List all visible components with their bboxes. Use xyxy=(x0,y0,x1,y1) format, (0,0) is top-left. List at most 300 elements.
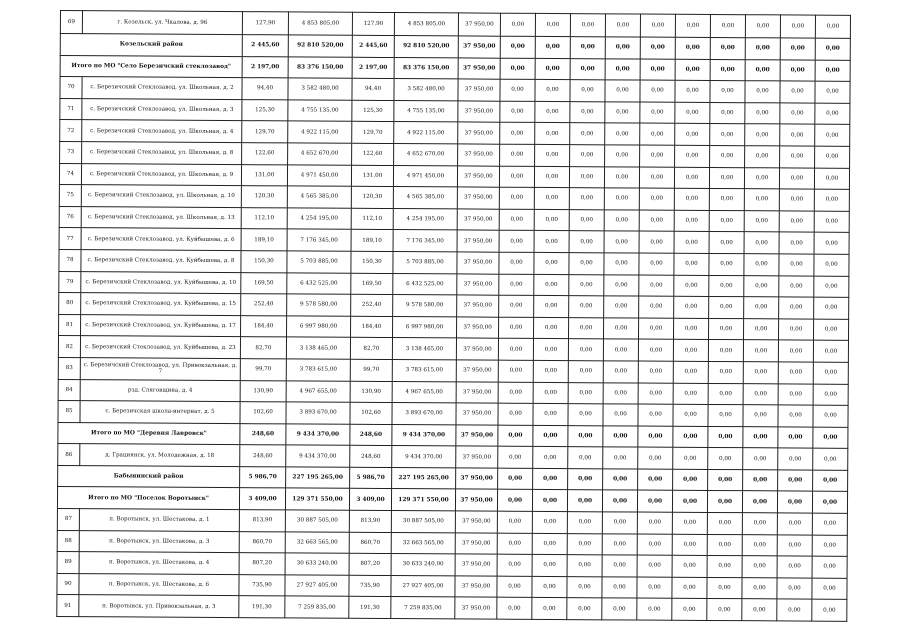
rate: 37 950,00 xyxy=(458,122,500,144)
row-number: 79 xyxy=(59,271,81,293)
zero-value: 0,00 xyxy=(533,339,568,361)
rate: 37 950,00 xyxy=(457,209,499,231)
sum-2: 9 434 370,00 xyxy=(392,446,456,468)
zero-value: 0,00 xyxy=(708,318,743,340)
sum-2: 4 254 195,00 xyxy=(393,208,457,230)
zero-value: 0,00 xyxy=(673,318,708,340)
zero-value: 0,00 xyxy=(535,144,570,166)
area: 252,40 xyxy=(241,294,287,316)
rate: 37 950,00 xyxy=(457,273,499,295)
zero-value: 0,00 xyxy=(497,533,532,555)
zero-value: 0,00 xyxy=(640,37,675,59)
rate: 37 950,00 xyxy=(456,338,498,360)
sum: 3 138 465,00 xyxy=(286,337,350,359)
zero-value: 0,00 xyxy=(568,404,603,426)
area: 5 986,70 xyxy=(240,466,286,488)
zero-value: 0,00 xyxy=(673,404,708,426)
area: 99,70 xyxy=(240,359,286,381)
zero-value: 0,00 xyxy=(672,555,707,577)
zero-value: 0,00 xyxy=(674,296,709,318)
zero-value: 0,00 xyxy=(534,209,569,231)
zero-value: 0,00 xyxy=(603,361,638,383)
area: 125,30 xyxy=(242,99,288,121)
zero-value: 0,00 xyxy=(780,15,815,38)
zero-value: 0,00 xyxy=(815,60,850,82)
area-2: 248,60 xyxy=(350,424,392,446)
sum: 5 703 885,00 xyxy=(287,251,351,273)
zero-value: 0,00 xyxy=(814,189,849,211)
rate: 37 950,00 xyxy=(458,13,500,36)
row-number: 91 xyxy=(57,595,79,617)
zero-value: 0,00 xyxy=(710,14,745,37)
area: 150,30 xyxy=(241,251,287,273)
zero-value: 0,00 xyxy=(640,59,675,81)
zero-value: 0,00 xyxy=(602,533,637,555)
sum: 3 582 480,00 xyxy=(288,78,352,100)
zero-value: 0,00 xyxy=(673,361,708,383)
zero-value: 0,00 xyxy=(673,426,708,448)
address: с. Березичский Стеклозавод, ул. Школьная, д. 2 xyxy=(82,77,242,100)
area: 191,30 xyxy=(239,596,285,618)
sum: 27 927 405,00 xyxy=(285,575,349,597)
zero-value: 0,00 xyxy=(498,360,533,382)
zero-value: 0,00 xyxy=(813,405,848,427)
zero-value: 0,00 xyxy=(708,426,743,448)
area-2: 184,40 xyxy=(351,316,393,338)
zero-value: 0,00 xyxy=(674,210,709,232)
zero-value: 0,00 xyxy=(779,211,814,233)
zero-value: 0,00 xyxy=(815,81,850,103)
rate: 37 950,00 xyxy=(458,79,500,101)
area-2: 191,30 xyxy=(349,597,391,619)
rate: 37 950,00 xyxy=(457,187,499,209)
area-2: 150,30 xyxy=(351,251,393,273)
zero-value: 0,00 xyxy=(814,297,849,319)
area-2: 5 986,70 xyxy=(350,467,392,489)
rate: 37 950,00 xyxy=(455,511,497,533)
zero-value: 0,00 xyxy=(500,58,535,80)
zero-value: 0,00 xyxy=(500,123,535,145)
zero-value: 0,00 xyxy=(710,59,745,81)
zero-value: 0,00 xyxy=(533,468,568,490)
address: с. Березичский Стеклозавод, ул. Куйбышева, д. 8 xyxy=(81,250,241,273)
zero-value: 0,00 xyxy=(535,36,570,58)
zero-value: 0,00 xyxy=(532,555,567,577)
area: 102,60 xyxy=(240,402,286,424)
zero-value: 0,00 xyxy=(815,15,850,38)
zero-value: 0,00 xyxy=(745,15,780,38)
zero-value: 0,00 xyxy=(780,59,815,81)
area: 122,60 xyxy=(242,143,288,165)
zero-value: 0,00 xyxy=(708,469,743,491)
zero-value: 0,00 xyxy=(777,599,812,621)
area: 813,90 xyxy=(239,510,285,532)
zero-value: 0,00 xyxy=(675,37,710,59)
zero-value: 0,00 xyxy=(570,58,605,80)
zero-value: 0,00 xyxy=(709,297,744,319)
zero-value: 0,00 xyxy=(497,511,532,533)
zero-value: 0,00 xyxy=(813,470,848,492)
zero-value: 0,00 xyxy=(499,231,534,253)
address: с. Березичский Стеклозавод, ул. Школьная, д. 3 xyxy=(82,98,242,121)
zero-value: 0,00 xyxy=(707,599,742,621)
sum: 4 971 450,00 xyxy=(287,164,351,186)
zero-value: 0,00 xyxy=(743,383,778,405)
zero-value: 0,00 xyxy=(567,533,602,555)
rate: 37 950,00 xyxy=(457,317,499,339)
sum: 3 783 615,00 xyxy=(286,359,350,381)
sum: 4 652 670,00 xyxy=(288,143,352,165)
zero-value: 0,00 xyxy=(708,340,743,362)
sum: 227 195 265,00 xyxy=(286,467,350,489)
zero-value: 0,00 xyxy=(499,274,534,296)
zero-value: 0,00 xyxy=(777,578,812,600)
zero-value: 0,00 xyxy=(638,383,673,405)
area: 131,00 xyxy=(241,164,287,186)
address: с. Березичский Стеклозавод, ул. Привокзальная, д. 7 xyxy=(80,358,240,381)
zero-value: 0,00 xyxy=(500,36,535,58)
zero-value: 0,00 xyxy=(780,146,815,168)
zero-value: 0,00 xyxy=(710,124,745,146)
area-2: 122,60 xyxy=(352,143,394,165)
zero-value: 0,00 xyxy=(497,554,532,576)
area-2: 189,10 xyxy=(351,230,393,252)
zero-value: 0,00 xyxy=(778,383,813,405)
zero-value: 0,00 xyxy=(744,254,779,276)
address: с. Березичский Стеклозавод, ул. Школьная, д. 4 xyxy=(82,120,242,143)
zero-value: 0,00 xyxy=(777,513,812,535)
zero-value: 0,00 xyxy=(745,59,780,81)
zero-value: 0,00 xyxy=(605,37,640,59)
zero-value: 0,00 xyxy=(639,210,674,232)
zero-value: 0,00 xyxy=(745,124,780,146)
zero-value: 0,00 xyxy=(637,577,672,599)
rate: 37 950,00 xyxy=(456,381,498,403)
zero-value: 0,00 xyxy=(534,296,569,318)
zero-value: 0,00 xyxy=(637,555,672,577)
zero-value: 0,00 xyxy=(743,405,778,427)
sum: 30 633 240,00 xyxy=(285,553,349,575)
row-number: 89 xyxy=(57,552,79,574)
address: с. Березичский Стеклозавод, ул. Куйбышева, д. 17 xyxy=(81,314,241,337)
zero-value: 0,00 xyxy=(743,426,778,448)
address: с. Березичский Стеклозавод, ул. Школьная, д. 10 xyxy=(81,185,241,208)
sum: 6 432 525,00 xyxy=(287,272,351,294)
zero-value: 0,00 xyxy=(567,555,602,577)
area: 127,90 xyxy=(242,12,288,35)
zero-value: 0,00 xyxy=(568,425,603,447)
zero-value: 0,00 xyxy=(743,470,778,492)
zero-value: 0,00 xyxy=(533,447,568,469)
zero-value: 0,00 xyxy=(707,534,742,556)
zero-value: 0,00 xyxy=(602,577,637,599)
zero-value: 0,00 xyxy=(535,80,570,102)
zero-value: 0,00 xyxy=(672,491,707,513)
zero-value: 0,00 xyxy=(605,58,640,80)
zero-value: 0,00 xyxy=(605,123,640,145)
zero-value: 0,00 xyxy=(743,340,778,362)
sum: 4 755 135,00 xyxy=(288,100,352,122)
area-2: 2 445,60 xyxy=(352,35,394,57)
address: д. Грациянск, ул. Молодежная, д. 18 xyxy=(80,444,240,467)
zero-value: 0,00 xyxy=(603,426,638,448)
zero-value: 0,00 xyxy=(780,124,815,146)
row-number: 87 xyxy=(57,509,79,531)
zero-value: 0,00 xyxy=(710,145,745,167)
zero-value: 0,00 xyxy=(532,490,567,512)
zero-value: 0,00 xyxy=(567,490,602,512)
area-2: 94,40 xyxy=(352,78,394,100)
zero-value: 0,00 xyxy=(570,145,605,167)
rate: 37 950,00 xyxy=(457,295,499,317)
address: с. Березичская школа-интернат, д. 5 xyxy=(80,401,240,424)
address: с. Березичский Стеклозавод, ул. Школьная, д. 13 xyxy=(81,206,241,229)
sum-2: 4 922 115,00 xyxy=(394,122,458,144)
zero-value: 0,00 xyxy=(640,80,675,102)
row-number: 76 xyxy=(59,206,81,228)
area: 82,70 xyxy=(240,337,286,359)
zero-value: 0,00 xyxy=(604,166,639,188)
zero-value: 0,00 xyxy=(707,577,742,599)
rate: 37 950,00 xyxy=(455,576,497,598)
area: 248,60 xyxy=(240,445,286,467)
zero-value: 0,00 xyxy=(780,81,815,103)
area-2: 125,30 xyxy=(352,100,394,122)
zero-value: 0,00 xyxy=(778,427,813,449)
zero-value: 0,00 xyxy=(568,339,603,361)
zero-value: 0,00 xyxy=(707,513,742,535)
zero-value: 0,00 xyxy=(710,81,745,103)
address: с. Березичский Стеклозавод, ул. Куйбышева, д. 23 xyxy=(80,336,240,359)
zero-value: 0,00 xyxy=(815,146,850,168)
table-row xyxy=(57,595,847,621)
zero-value: 0,00 xyxy=(569,209,604,231)
zero-value: 0,00 xyxy=(744,189,779,211)
row-number: 77 xyxy=(59,228,81,250)
sum-2: 30 887 505,00 xyxy=(391,511,455,533)
zero-value: 0,00 xyxy=(602,555,637,577)
zero-value: 0,00 xyxy=(812,556,847,578)
zero-value: 0,00 xyxy=(812,578,847,600)
zero-value: 0,00 xyxy=(569,231,604,253)
area: 129,70 xyxy=(242,121,288,143)
area: 2 445,60 xyxy=(242,35,288,57)
zero-value: 0,00 xyxy=(604,210,639,232)
zero-value: 0,00 xyxy=(640,102,675,124)
zero-value: 0,00 xyxy=(813,340,848,362)
address: п. Воротынск, ул. Шестакова, д. 6 xyxy=(79,573,239,596)
sum-2: 9 578 580,00 xyxy=(393,295,457,317)
zero-value: 0,00 xyxy=(637,534,672,556)
zero-value: 0,00 xyxy=(674,275,709,297)
zero-value: 0,00 xyxy=(603,447,638,469)
rate: 37 950,00 xyxy=(456,403,498,425)
zero-value: 0,00 xyxy=(499,317,534,339)
zero-value: 0,00 xyxy=(744,232,779,254)
zero-value: 0,00 xyxy=(813,427,848,449)
sum: 9 434 370,00 xyxy=(286,445,350,467)
zero-value: 0,00 xyxy=(638,426,673,448)
sum-2: 4 565 385,00 xyxy=(393,187,457,209)
sum-2: 9 434 370,00 xyxy=(392,424,456,446)
zero-value: 0,00 xyxy=(535,123,570,145)
zero-value: 0,00 xyxy=(778,405,813,427)
zero-value: 0,00 xyxy=(640,14,675,37)
zero-value: 0,00 xyxy=(534,166,569,188)
zero-value: 0,00 xyxy=(637,491,672,513)
area-2: 112,10 xyxy=(351,208,393,230)
zero-value: 0,00 xyxy=(742,556,777,578)
address: п. Воротынск, ул. Привокзальная, д. 3 xyxy=(79,595,239,618)
area: 184,40 xyxy=(241,315,287,337)
area-2: 102,60 xyxy=(350,402,392,424)
area-2: 130,90 xyxy=(350,381,392,403)
zero-value: 0,00 xyxy=(638,361,673,383)
zero-value: 0,00 xyxy=(779,167,814,189)
zero-value: 0,00 xyxy=(675,145,710,167)
row-number: 78 xyxy=(59,249,81,271)
rate: 37 950,00 xyxy=(456,360,498,382)
zero-value: 0,00 xyxy=(604,296,639,318)
document-page xyxy=(56,10,851,622)
sum-2: 4 853 805,00 xyxy=(394,13,458,36)
rate: 37 950,00 xyxy=(457,230,499,252)
zero-value: 0,00 xyxy=(638,318,673,340)
summary-title: Бабынинский район xyxy=(58,465,240,488)
zero-value: 0,00 xyxy=(603,382,638,404)
address: п. Воротынск, ул. Шестакова, д. 4 xyxy=(79,552,239,575)
zero-value: 0,00 xyxy=(708,383,743,405)
zero-value: 0,00 xyxy=(707,491,742,513)
zero-value: 0,00 xyxy=(605,102,640,124)
zero-value: 0,00 xyxy=(777,556,812,578)
zero-value: 0,00 xyxy=(815,124,850,146)
zero-value: 0,00 xyxy=(498,382,533,404)
rate: 37 950,00 xyxy=(456,468,498,490)
zero-value: 0,00 xyxy=(639,167,674,189)
zero-value: 0,00 xyxy=(745,38,780,60)
zero-value: 0,00 xyxy=(675,80,710,102)
sum-2: 92 810 520,00 xyxy=(394,36,458,58)
rate: 37 950,00 xyxy=(456,446,498,468)
zero-value: 0,00 xyxy=(499,209,534,231)
zero-value: 0,00 xyxy=(603,404,638,426)
rate: 37 950,00 xyxy=(458,58,500,80)
sum-2: 5 703 885,00 xyxy=(393,251,457,273)
zero-value: 0,00 xyxy=(709,189,744,211)
sum: 4 967 655,00 xyxy=(286,380,350,402)
row-number: 74 xyxy=(59,163,81,185)
zero-value: 0,00 xyxy=(745,81,780,103)
zero-value: 0,00 xyxy=(708,361,743,383)
area: 248,60 xyxy=(240,423,286,445)
zero-value: 0,00 xyxy=(568,382,603,404)
zero-value: 0,00 xyxy=(570,37,605,59)
zero-value: 0,00 xyxy=(535,58,570,80)
zero-value: 0,00 xyxy=(638,447,673,469)
zero-value: 0,00 xyxy=(743,362,778,384)
table-body xyxy=(57,11,851,622)
zero-value: 0,00 xyxy=(779,254,814,276)
zero-value: 0,00 xyxy=(709,167,744,189)
sum-2: 129 371 550,00 xyxy=(391,489,455,511)
zero-value: 0,00 xyxy=(813,319,848,341)
zero-value: 0,00 xyxy=(777,491,812,513)
sum-2: 227 195 265,00 xyxy=(392,467,456,489)
row-number: 83 xyxy=(58,357,80,379)
zero-value: 0,00 xyxy=(777,535,812,557)
zero-value: 0,00 xyxy=(812,600,847,622)
zero-value: 0,00 xyxy=(638,404,673,426)
summary-title: Итого по МО "Деревня Лавровск" xyxy=(58,422,240,445)
rate: 37 950,00 xyxy=(458,101,500,123)
zero-value: 0,00 xyxy=(534,188,569,210)
sum: 83 376 150,00 xyxy=(288,56,352,78)
sum-2: 30 633 240,00 xyxy=(391,554,455,576)
zero-value: 0,00 xyxy=(709,210,744,232)
sum-2: 3 783 615,00 xyxy=(392,359,456,381)
zero-value: 0,00 xyxy=(640,145,675,167)
zero-value: 0,00 xyxy=(814,168,849,190)
zero-value: 0,00 xyxy=(674,253,709,275)
area: 807,20 xyxy=(239,553,285,575)
zero-value: 0,00 xyxy=(570,123,605,145)
area: 130,90 xyxy=(240,380,286,402)
sum-2: 4 652 670,00 xyxy=(394,144,458,166)
zero-value: 0,00 xyxy=(500,13,535,36)
row-number: 75 xyxy=(59,185,81,207)
zero-value: 0,00 xyxy=(603,318,638,340)
zero-value: 0,00 xyxy=(780,38,815,60)
zero-value: 0,00 xyxy=(499,252,534,274)
zero-value: 0,00 xyxy=(602,490,637,512)
zero-value: 0,00 xyxy=(744,210,779,232)
zero-value: 0,00 xyxy=(639,188,674,210)
rate: 37 950,00 xyxy=(457,252,499,274)
zero-value: 0,00 xyxy=(812,492,847,514)
zero-value: 0,00 xyxy=(673,448,708,470)
zero-value: 0,00 xyxy=(604,188,639,210)
zero-value: 0,00 xyxy=(710,102,745,124)
zero-value: 0,00 xyxy=(674,167,709,189)
sum: 6 997 980,00 xyxy=(287,316,351,338)
row-number: 81 xyxy=(59,314,81,336)
zero-value: 0,00 xyxy=(498,446,533,468)
row-number: 88 xyxy=(57,530,79,552)
area-2: 3 409,00 xyxy=(349,489,391,511)
row-number: 86 xyxy=(58,444,80,466)
area-2: 2 197,00 xyxy=(352,57,394,79)
zero-value: 0,00 xyxy=(533,425,568,447)
zero-value: 0,00 xyxy=(742,491,777,513)
zero-value: 0,00 xyxy=(603,339,638,361)
zero-value: 0,00 xyxy=(533,382,568,404)
rate: 37 950,00 xyxy=(455,533,497,555)
zero-value: 0,00 xyxy=(742,513,777,535)
area: 112,10 xyxy=(241,207,287,229)
zero-value: 0,00 xyxy=(568,468,603,490)
zero-value: 0,00 xyxy=(567,598,602,620)
zero-value: 0,00 xyxy=(569,253,604,275)
address: с. Березичский Стеклозавод, ул. Школьная, д. 9 xyxy=(81,163,241,186)
sum-2: 6 432 525,00 xyxy=(393,273,457,295)
rate: 37 950,00 xyxy=(455,554,497,576)
zero-value: 0,00 xyxy=(605,80,640,102)
zero-value: 0,00 xyxy=(604,253,639,275)
zero-value: 0,00 xyxy=(639,253,674,275)
zero-value: 0,00 xyxy=(672,577,707,599)
area: 860,70 xyxy=(239,531,285,553)
